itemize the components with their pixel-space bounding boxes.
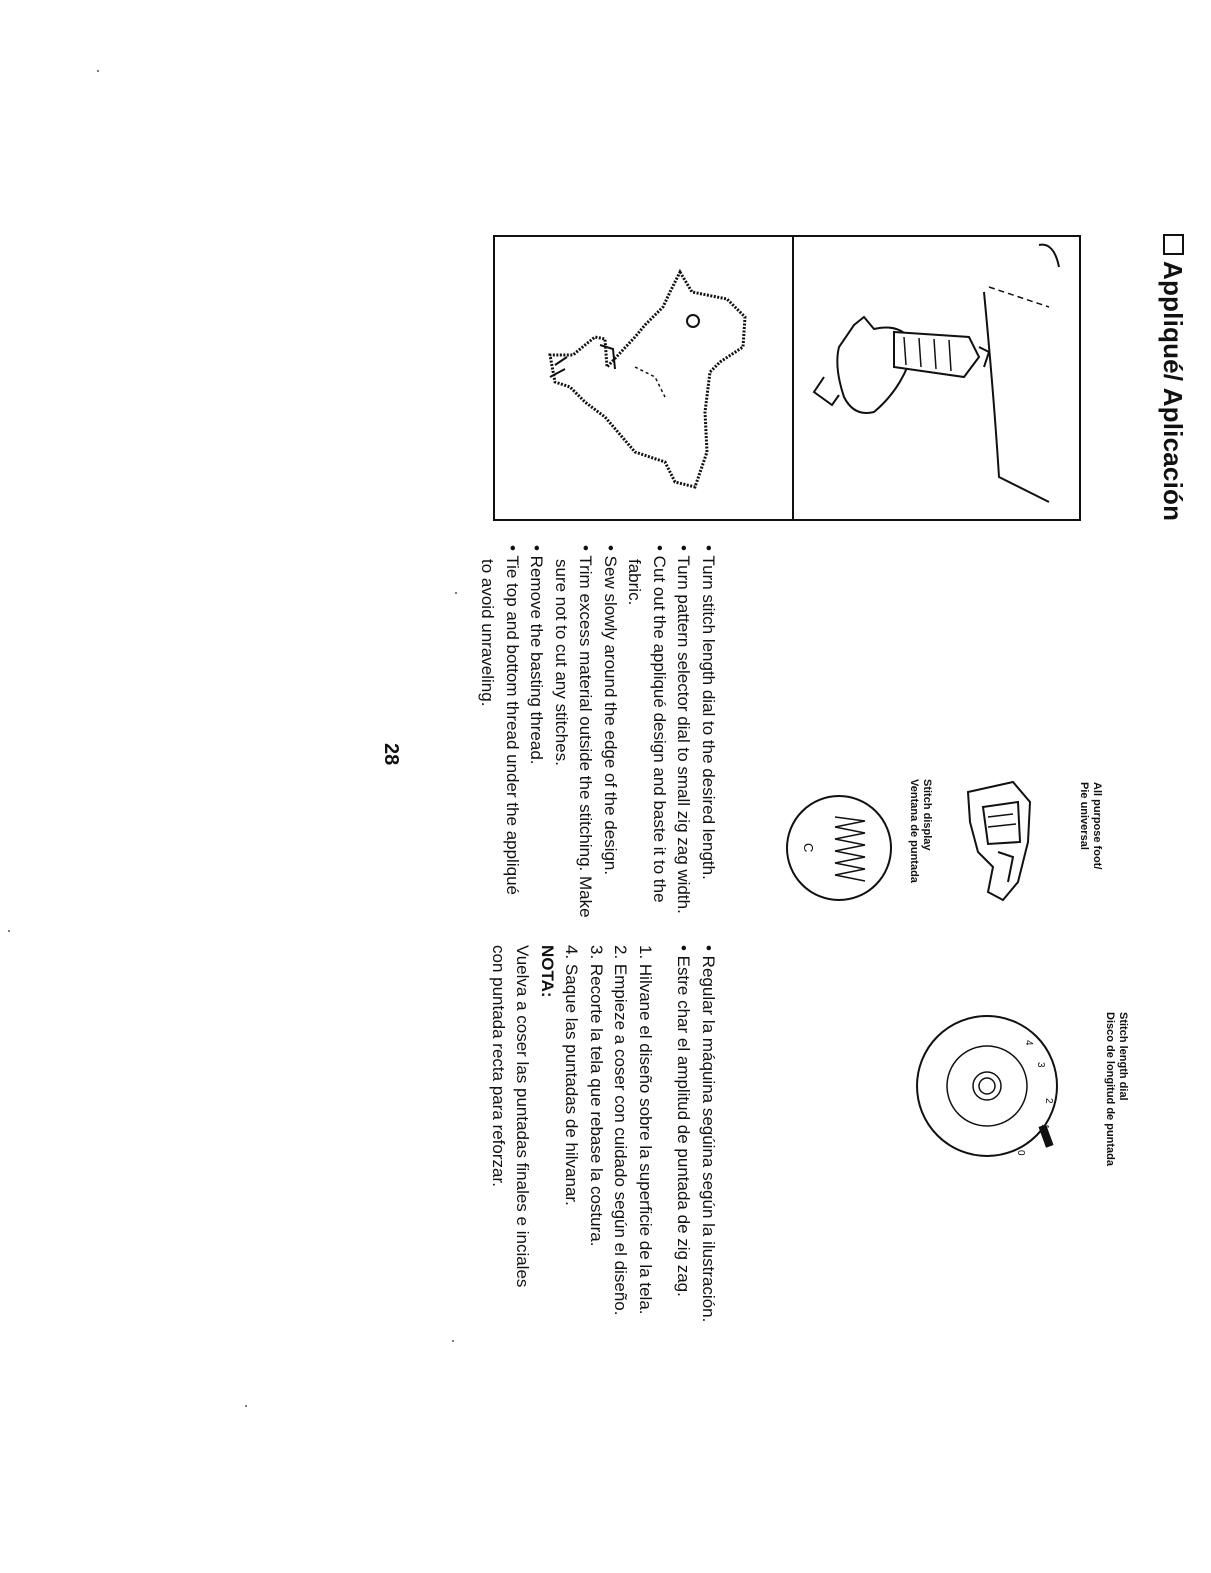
scan-speck [455,592,457,594]
page-title: Appliqué/ Aplicación [1157,234,1188,521]
presser-foot-icon [958,772,1038,907]
instruction-line: • Trim excess material outside the stitching. Make [576,545,596,918]
illustration-frame [493,235,1081,521]
dial-number-4: 4 [1023,1040,1034,1046]
nota-heading: NOTA: [538,945,557,998]
dial-ring-icon [914,1000,1064,1165]
scan-speck [245,1405,247,1407]
dial-number-3: 3 [1035,1062,1046,1068]
instruction-line: 2. Empieze a coser con cuidado según el diseño. [611,945,631,1316]
instruction-line: • Sew slowly around the edge of the design. [601,545,620,876]
spanish-instructions [486,945,721,1322]
stitch-display-letter: C [801,843,816,853]
instruction-line: • Regular la máquina segúina según la ilustración. [699,945,718,1323]
dial-number-0: 0 [1015,1150,1026,1156]
scan-speck [97,70,99,72]
scan-speck [452,1340,454,1342]
stitch-length-dial [914,1000,1064,1165]
instruction-line: con puntada recta para reforzar. [489,945,508,1187]
instruction-line: • Turn pattern selector dial to small zig zag width. [674,545,694,914]
instruction-line: 3. Recorte la tela que rebase la costura. [587,945,606,1247]
zigzag-stitch-icon [830,815,870,885]
english-instructions [475,545,720,918]
instruction-line: • Cut out the appliqué design and baste it to the [650,545,669,903]
instruction-line: • Remove the basting thread. [527,545,547,765]
dial-number-1: 1 [1039,1124,1050,1130]
instruction-line: to avoid unraveling. [478,559,498,707]
sewing-applique-illustration [794,237,1082,521]
instruction-line: • Estre char el amplitud de puntada de zig zag. [674,945,694,1297]
checkbox-bullet-icon [1163,234,1184,255]
stitch-display-caption: Stitch display Ventana de puntada [908,779,933,883]
page-number: 28 [380,743,402,766]
stitch-display-window [786,795,892,901]
instruction-line: • Turn stitch length dial to the desired length. [699,545,718,880]
instruction-line: • Tie top and bottom thread under the appliqué [503,545,522,895]
dial-number-2: 2 [1043,1098,1054,1104]
foot-caption: All purpose foot/ Pie universal [1078,782,1103,870]
dial-caption: Stitch length dial Disco de longitud de puntada [1104,1012,1129,1166]
instruction-line: fabric. [625,559,645,606]
finished-applique-illustration [495,237,791,521]
instruction-line: 4. Saque las puntadas de hilvanar. [562,945,582,1206]
instruction-line: 1. Hilvane el diseño sobre la superficie de la tela. [636,945,655,1315]
instruction-line: Vuelva a coser las puntadas finales e inciales [513,945,533,1288]
scan-speck [8,930,10,932]
instruction-line: sure not to cut any stitches. [552,559,571,766]
